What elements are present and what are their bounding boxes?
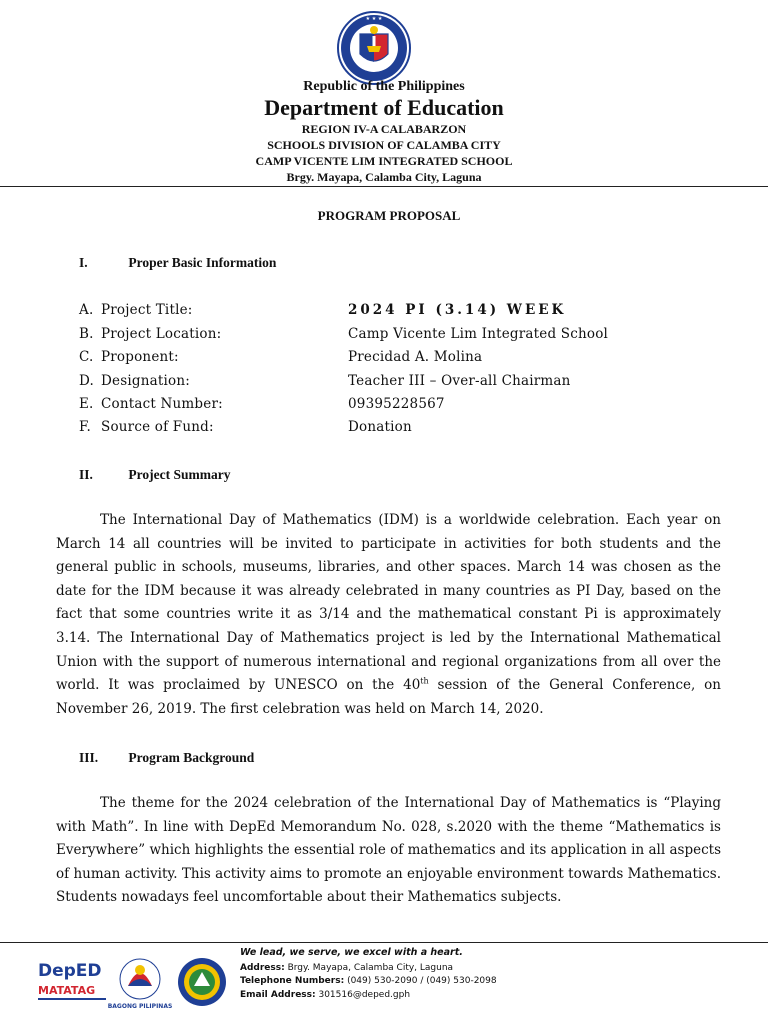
school-name: CAMP VICENTE LIM INTEGRATED SCHOOL — [255, 154, 513, 168]
republic-line: Republic of the Philippines — [303, 79, 465, 94]
bagong-pilipinas-logo-icon — [108, 959, 173, 1010]
deped-matatag-logo-icon — [38, 961, 106, 1000]
section-title: Project Summary — [128, 467, 231, 482]
info-row-designation — [79, 373, 719, 395]
row-letter: C. — [79, 349, 94, 365]
row-label: Contact Number: — [101, 396, 223, 412]
header-divider — [0, 186, 768, 187]
row-letter: D. — [79, 373, 95, 389]
row-value: Precidad A. Molina — [348, 349, 483, 365]
summary-text: The International Day of Mathematics (IDM) is a worldwide celebration. Each year on March 14 all countries will be invited to participate in activities for both students and the general public in schools, museums, libraries, and other spaces. March 14 was chosen as the date for the IDM because it was already celebrated in many countries as PI Day, based on the fact that some countries write it as 3/14 and the mathematical constant Pi is approximately 3.14. The International Day of Mathematics project is led by the International Mathematical Union with the support of numerous international and regional organizations from all over the world. It was proclaimed by UNESCO on the 40 — [56, 512, 721, 694]
row-value: Donation — [348, 419, 412, 435]
ordinal-suffix: th — [420, 676, 429, 686]
bagong-pilipinas-wordmark: BAGONG PILIPINAS — [107, 1003, 173, 1010]
footer-divider — [0, 942, 768, 943]
footer-email — [240, 989, 497, 1003]
deped-seal-icon — [336, 10, 412, 86]
matatag-wordmark: MATATAG — [38, 984, 96, 997]
section-number: I. — [79, 255, 88, 270]
school-address: Brgy. Mayapa, Calamba City, Laguna — [286, 170, 482, 184]
footer-contact-block — [240, 946, 497, 1002]
section-title: Proper Basic Information — [128, 255, 277, 270]
row-value: Teacher III – Over-all Chairman — [348, 373, 571, 389]
row-letter: B. — [79, 326, 94, 342]
section-heading-project-summary — [79, 467, 230, 483]
info-row-project-title — [79, 302, 719, 324]
school-seal-icon — [178, 958, 226, 1006]
project-summary-paragraph — [56, 509, 721, 721]
section-heading-basic-info — [79, 255, 276, 271]
svg-text:★ ★ ★: ★ ★ ★ — [365, 16, 383, 22]
section-number: III. — [79, 750, 99, 765]
info-row-source-of-fund — [79, 419, 719, 441]
info-row-contact-number — [79, 396, 719, 418]
summary-text-continued: session of the General Conference, on November 26, 2019. The first celebration was held on March 14, 2020. — [56, 677, 721, 717]
region-line: REGION IV-A CALABARZON — [301, 122, 467, 136]
section-heading-program-background — [79, 750, 254, 766]
footer-logos — [36, 952, 236, 1014]
school-motto: We lead, we serve, we excel with a heart. — [240, 947, 463, 958]
division-line: SCHOOLS DIVISION OF CALAMBA CITY — [267, 138, 501, 152]
email-value[interactable]: 301516@deped.gph — [318, 989, 411, 1000]
row-letter: F. — [79, 419, 91, 435]
row-letter: A. — [79, 302, 94, 318]
address-value: Brgy. Mayapa, Calamba City, Laguna — [287, 962, 454, 973]
telephone-label: Telephone Numbers: — [240, 976, 345, 986]
footer-address — [240, 962, 497, 976]
address-label: Address: — [240, 962, 285, 973]
row-letter: E. — [79, 396, 94, 412]
background-text: The theme for the 2024 celebration of the International Day of Mathematics is “Playing with Math”. In line with DepEd Memorandum No. 028, s.2020 with the theme “Mathematics is Everywhere” which highlights the essential role of mathematics and its application in all aspects of human activity. This activity aims to promote an enjoyable environment towards Mathematics. Students nowadays feel uncomfortable about their Mathematics subjects. — [56, 795, 721, 906]
department-name: Department of Education — [264, 95, 504, 120]
deped-wordmark: DepED — [38, 961, 102, 981]
program-background-paragraph — [56, 792, 721, 910]
info-row-proponent — [79, 349, 719, 371]
row-label: Project Title: — [101, 302, 193, 318]
email-label: Email Address: — [240, 989, 316, 1000]
row-label: Source of Fund: — [101, 419, 214, 435]
row-label: Project Location: — [101, 326, 222, 342]
section-title: Program Background — [128, 750, 255, 765]
document-title: PROGRAM PROPOSAL — [317, 208, 461, 223]
section-number: II. — [79, 467, 93, 482]
footer-telephone — [240, 975, 497, 989]
row-label: Proponent: — [101, 349, 179, 365]
row-value: 09395228567 — [348, 396, 445, 412]
row-label: Designation: — [101, 373, 190, 389]
info-row-project-location — [79, 326, 719, 348]
row-value: 2024 PI (3.14) WEEK — [348, 302, 567, 318]
row-value: Camp Vicente Lim Integrated School — [348, 326, 609, 342]
telephone-value: (049) 530-2090 / (049) 530-2098 — [347, 976, 497, 986]
